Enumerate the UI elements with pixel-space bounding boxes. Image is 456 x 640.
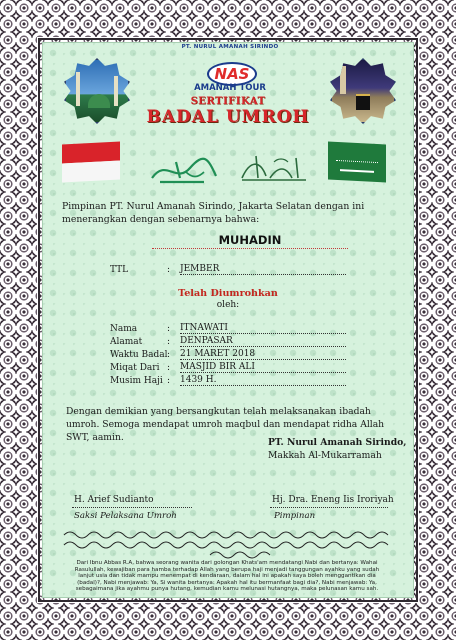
field-label-alamat: Alamat [110,337,143,347]
flag-script-shape [336,152,378,163]
certificate-title-small: SERTIFIKAT [190,96,266,107]
field-value-miqat: MASJID BIR ALI [180,362,346,373]
leader-name: Hj. Dra. Eneng Iis Iroriyah [272,495,394,505]
certificate-title: BADAL UMROH [146,107,310,127]
witness-role: Saksi Pelaksana Umroh [74,511,177,521]
colon: : [167,337,171,347]
kaaba-shape [356,94,370,110]
field-value-waktu-badal: 21 MARET 2018 [180,349,346,360]
hadith-translation: Dari Ibnu Abbas R.A, bahwa seorang wanita dari golongan Khats'am mendatangi Nabi dan bertanya: Wahai Rasulullah, kewajiban para hamba terhadap Allah yang berupa haji menjadi tanggungan ayahku yang sudah lanjut usia dan tidak mampu menempat di kendaraan, dalam hal ini apakah saya boleh menggantikan dia (badal)?, Nabi menjawab: Ya, Si wanita bertanya: Apakah hal itu bermanfaat bagi dia?, Nabi menjawab: Ya, sebagaimana jika ayahmu punya hutang, kemudian kamu melunasi hutangnya, maka pelunasan kamu sah. [74,560,380,593]
dome-shape [88,94,110,108]
colon: : [167,363,171,373]
leader-role: Pimpinan [274,511,316,521]
ttl-label: TTL [110,265,129,275]
field-value-nama: ITNAWATI [180,323,346,334]
signature-line [270,507,388,508]
field-label-nama: Nama [110,324,138,334]
diumrohkan-heading: Telah Diumrohkan [178,288,278,299]
field-value-alamat: DENPASAR [180,336,346,347]
indonesia-flag [62,141,120,182]
field-label-musim-haji: Musim Haji [110,376,163,386]
minaret-shape [76,72,80,106]
closing-statement: Dengan demikian yang bersangkutan telah melaksanakan ibadah umroh. Semoga mendapat umroh maqbul dan mendapat ridha Allah SWT, aamin. [66,406,385,443]
intro-statement: Pimpinan PT. Nurul Amanah Sirindo, Jakarta Selatan dengan ini menerangkan dengan sebenarnya bahwa: [62,201,365,225]
oleh-label: oleh: [216,300,240,310]
minaret-shape [114,76,118,106]
ttl-value: JEMBER [180,264,346,275]
field-label-miqat: Miqat Dari [110,363,160,373]
flag-sword-shape [340,169,374,173]
colon: : [167,324,171,334]
field-label-waktu-badal: Waktu Badal [110,350,168,360]
arabic-hadith-text [60,527,396,559]
flag-white-band [62,160,120,182]
colon: : [167,265,171,275]
issuer-city: Makkah Al-Mukarramah [268,450,382,461]
saudi-flag [328,141,386,182]
logo-mark: NAS [207,62,257,86]
logo-name: AMANAH TOUR [194,83,266,93]
arabic-calligraphy [146,148,316,190]
field-value-musim-haji: 1439 H. [180,375,346,386]
issuer-company: PT. Nurul Amanah Sirindo, [268,437,407,448]
colon: : [167,376,171,386]
witness-name: H. Arief Sudianto [74,495,154,505]
recipient-name: MUHADIN [152,233,348,249]
colon: : [167,350,171,360]
signature-line [72,507,192,508]
logo-company-arc: PT. NURUL AMANAH SIRINDO [181,44,279,50]
